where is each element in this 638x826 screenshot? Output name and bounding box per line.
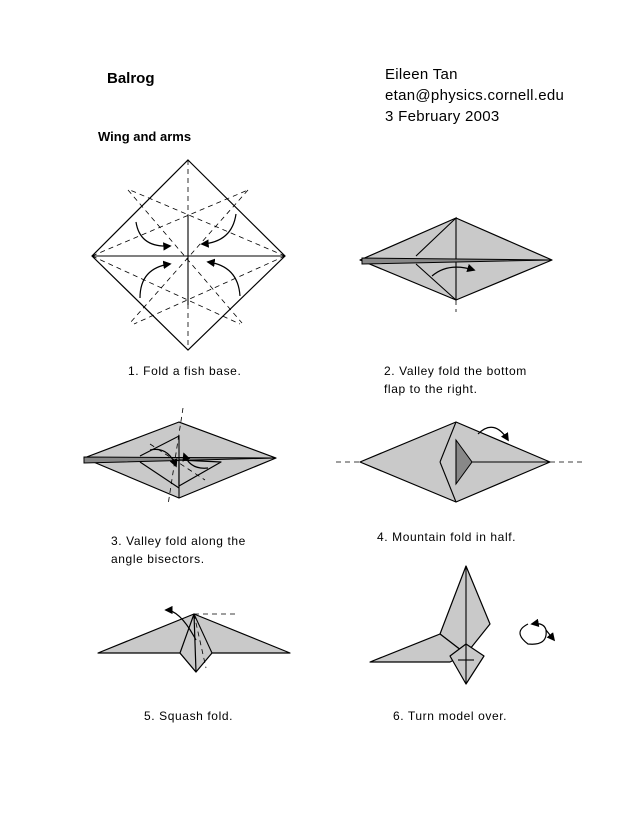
step4-diagram [336, 422, 582, 502]
step6-diagram [370, 566, 554, 684]
step1-caption [128, 362, 241, 380]
step4-caption [377, 528, 516, 546]
step2-diagram [360, 218, 552, 312]
step4-caption-line: 4. Mountain fold in half. [377, 530, 517, 544]
author-email: etan@physics.cornell.edu [385, 87, 565, 104]
step2-caption-line1: 2. Valley fold the bottom [384, 364, 527, 378]
step5-caption [144, 707, 233, 725]
step6-caption [393, 707, 507, 725]
step6-caption-line: 6. Turn model over. [393, 709, 508, 723]
step2-caption-line2: flap to the right. [384, 382, 478, 396]
step3-diagram [84, 408, 276, 505]
document-date: 3 February 2003 [385, 108, 500, 125]
author-name: Eileen Tan [385, 66, 458, 83]
step3-caption-line1: 3. Valley fold along the [111, 534, 246, 548]
step3-caption [111, 532, 246, 568]
step1-caption-line: 1. Fold a fish base. [128, 364, 242, 378]
step2-caption [384, 362, 527, 398]
section-title: Wing and arms [98, 129, 192, 144]
step3-caption-line2: angle bisectors. [111, 552, 205, 566]
step1-diagram [92, 160, 285, 350]
document-title: Balrog [107, 70, 155, 87]
step5-caption-line: 5. Squash fold. [144, 709, 234, 723]
step5-diagram [98, 610, 290, 672]
